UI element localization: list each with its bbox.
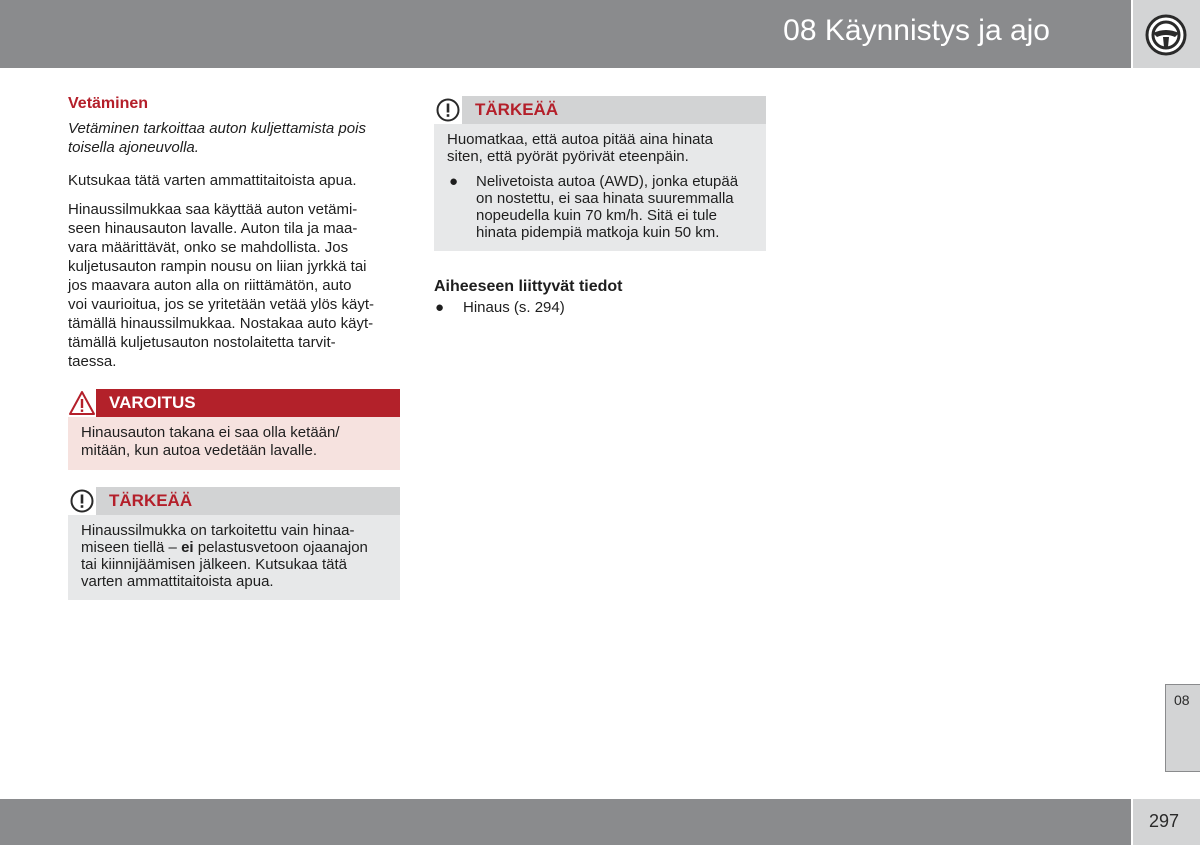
header-bar [0, 0, 1131, 68]
exclamation-icon [70, 489, 94, 513]
important-header [68, 487, 400, 515]
page-number-box [1133, 799, 1200, 845]
list-item [447, 173, 754, 241]
important-label: TÄRKEÄÄ [475, 100, 559, 119]
page-number: 297 [1149, 811, 1180, 831]
bullet-icon: ● [435, 299, 445, 316]
important-text-before: Hinaussilmukka on tarkoitettu vain hinaa- miseen tiellä – [81, 522, 355, 556]
steering-wheel-icon [1144, 13, 1188, 57]
related-link-text[interactable]: Hinaus (s. 294) [463, 299, 565, 316]
important-text-after: pelastusvetoon ojaanajon tai kiinnijäämisen jälkeen. Kutsukaa tätä varten ammattitaitoista apua. [81, 539, 368, 590]
warning-icon-box [68, 389, 96, 417]
important-box [434, 96, 766, 251]
related-link[interactable] [434, 299, 766, 316]
important-text: Huomatkaa, että autoa pitää aina hinata siten, että pyörät pyörivät eteenpäin. [447, 131, 714, 165]
important-box [68, 487, 400, 600]
important-text-bold: ei [181, 539, 194, 556]
warning-box [68, 389, 400, 470]
section-intro: Vetäminen tarkoittaa auton kuljettamista pois toisella ajoneuvolla. [68, 120, 366, 156]
important-icon-box [434, 96, 462, 124]
bullet-icon: ● [449, 173, 459, 190]
important-label: TÄRKEÄÄ [109, 491, 193, 510]
chapter-tab-label: 08 [1174, 692, 1190, 708]
important-header [434, 96, 766, 124]
paragraph: Kutsukaa tätä varten ammattitaitoista apua. [68, 172, 357, 189]
exclamation-icon [436, 98, 460, 122]
important-text [68, 515, 400, 600]
important-bullets [447, 173, 754, 241]
section-heading: Vetäminen [68, 95, 149, 112]
chapter-icon-box [1133, 0, 1200, 68]
warning-label: VAROITUS [109, 393, 196, 412]
footer-bar [0, 799, 1131, 845]
right-column [434, 96, 766, 316]
chapter-tab[interactable] [1165, 684, 1200, 772]
important-icon-box [68, 487, 96, 515]
paragraph: Hinaussilmukkaa saa käyttää auton vetämi- seen hinausauton lavalle. Auton tila ja maa- vara määrittävät, onko se mahdollista. Jos kuljetusauton rampin nousu on liian jyrkkä tai jos maavara auton alla on riittämätön, auto voi vaurioitua, jos se yritetään vetää ylös käyt- tämällä hinaussilmukkaa. Nostakaa auto käyt- tämällä kuljetusauton nostolaitetta tarvit- taessa. [68, 201, 374, 370]
left-column [68, 95, 400, 600]
list-item-text: Nelivetoista autoa (AWD), jonka etupää on nostettu, ei saa hinata suuremmalla nopeudella kuin 70 km/h. Sitä ei tule hinata pidempiä matkoja kuin 50 km. [476, 173, 739, 241]
warning-triangle-icon [68, 389, 96, 417]
related-list [434, 299, 766, 316]
related-heading: Aiheeseen liittyvät tiedot [434, 278, 623, 295]
chapter-title: 08 Käynnistys ja ajo [783, 14, 1050, 47]
warning-text: Hinausauton takana ei saa olla ketään/ mitään, kun autoa vedetään lavalle. [68, 417, 400, 470]
warning-header [68, 389, 400, 417]
important-body [434, 124, 766, 251]
